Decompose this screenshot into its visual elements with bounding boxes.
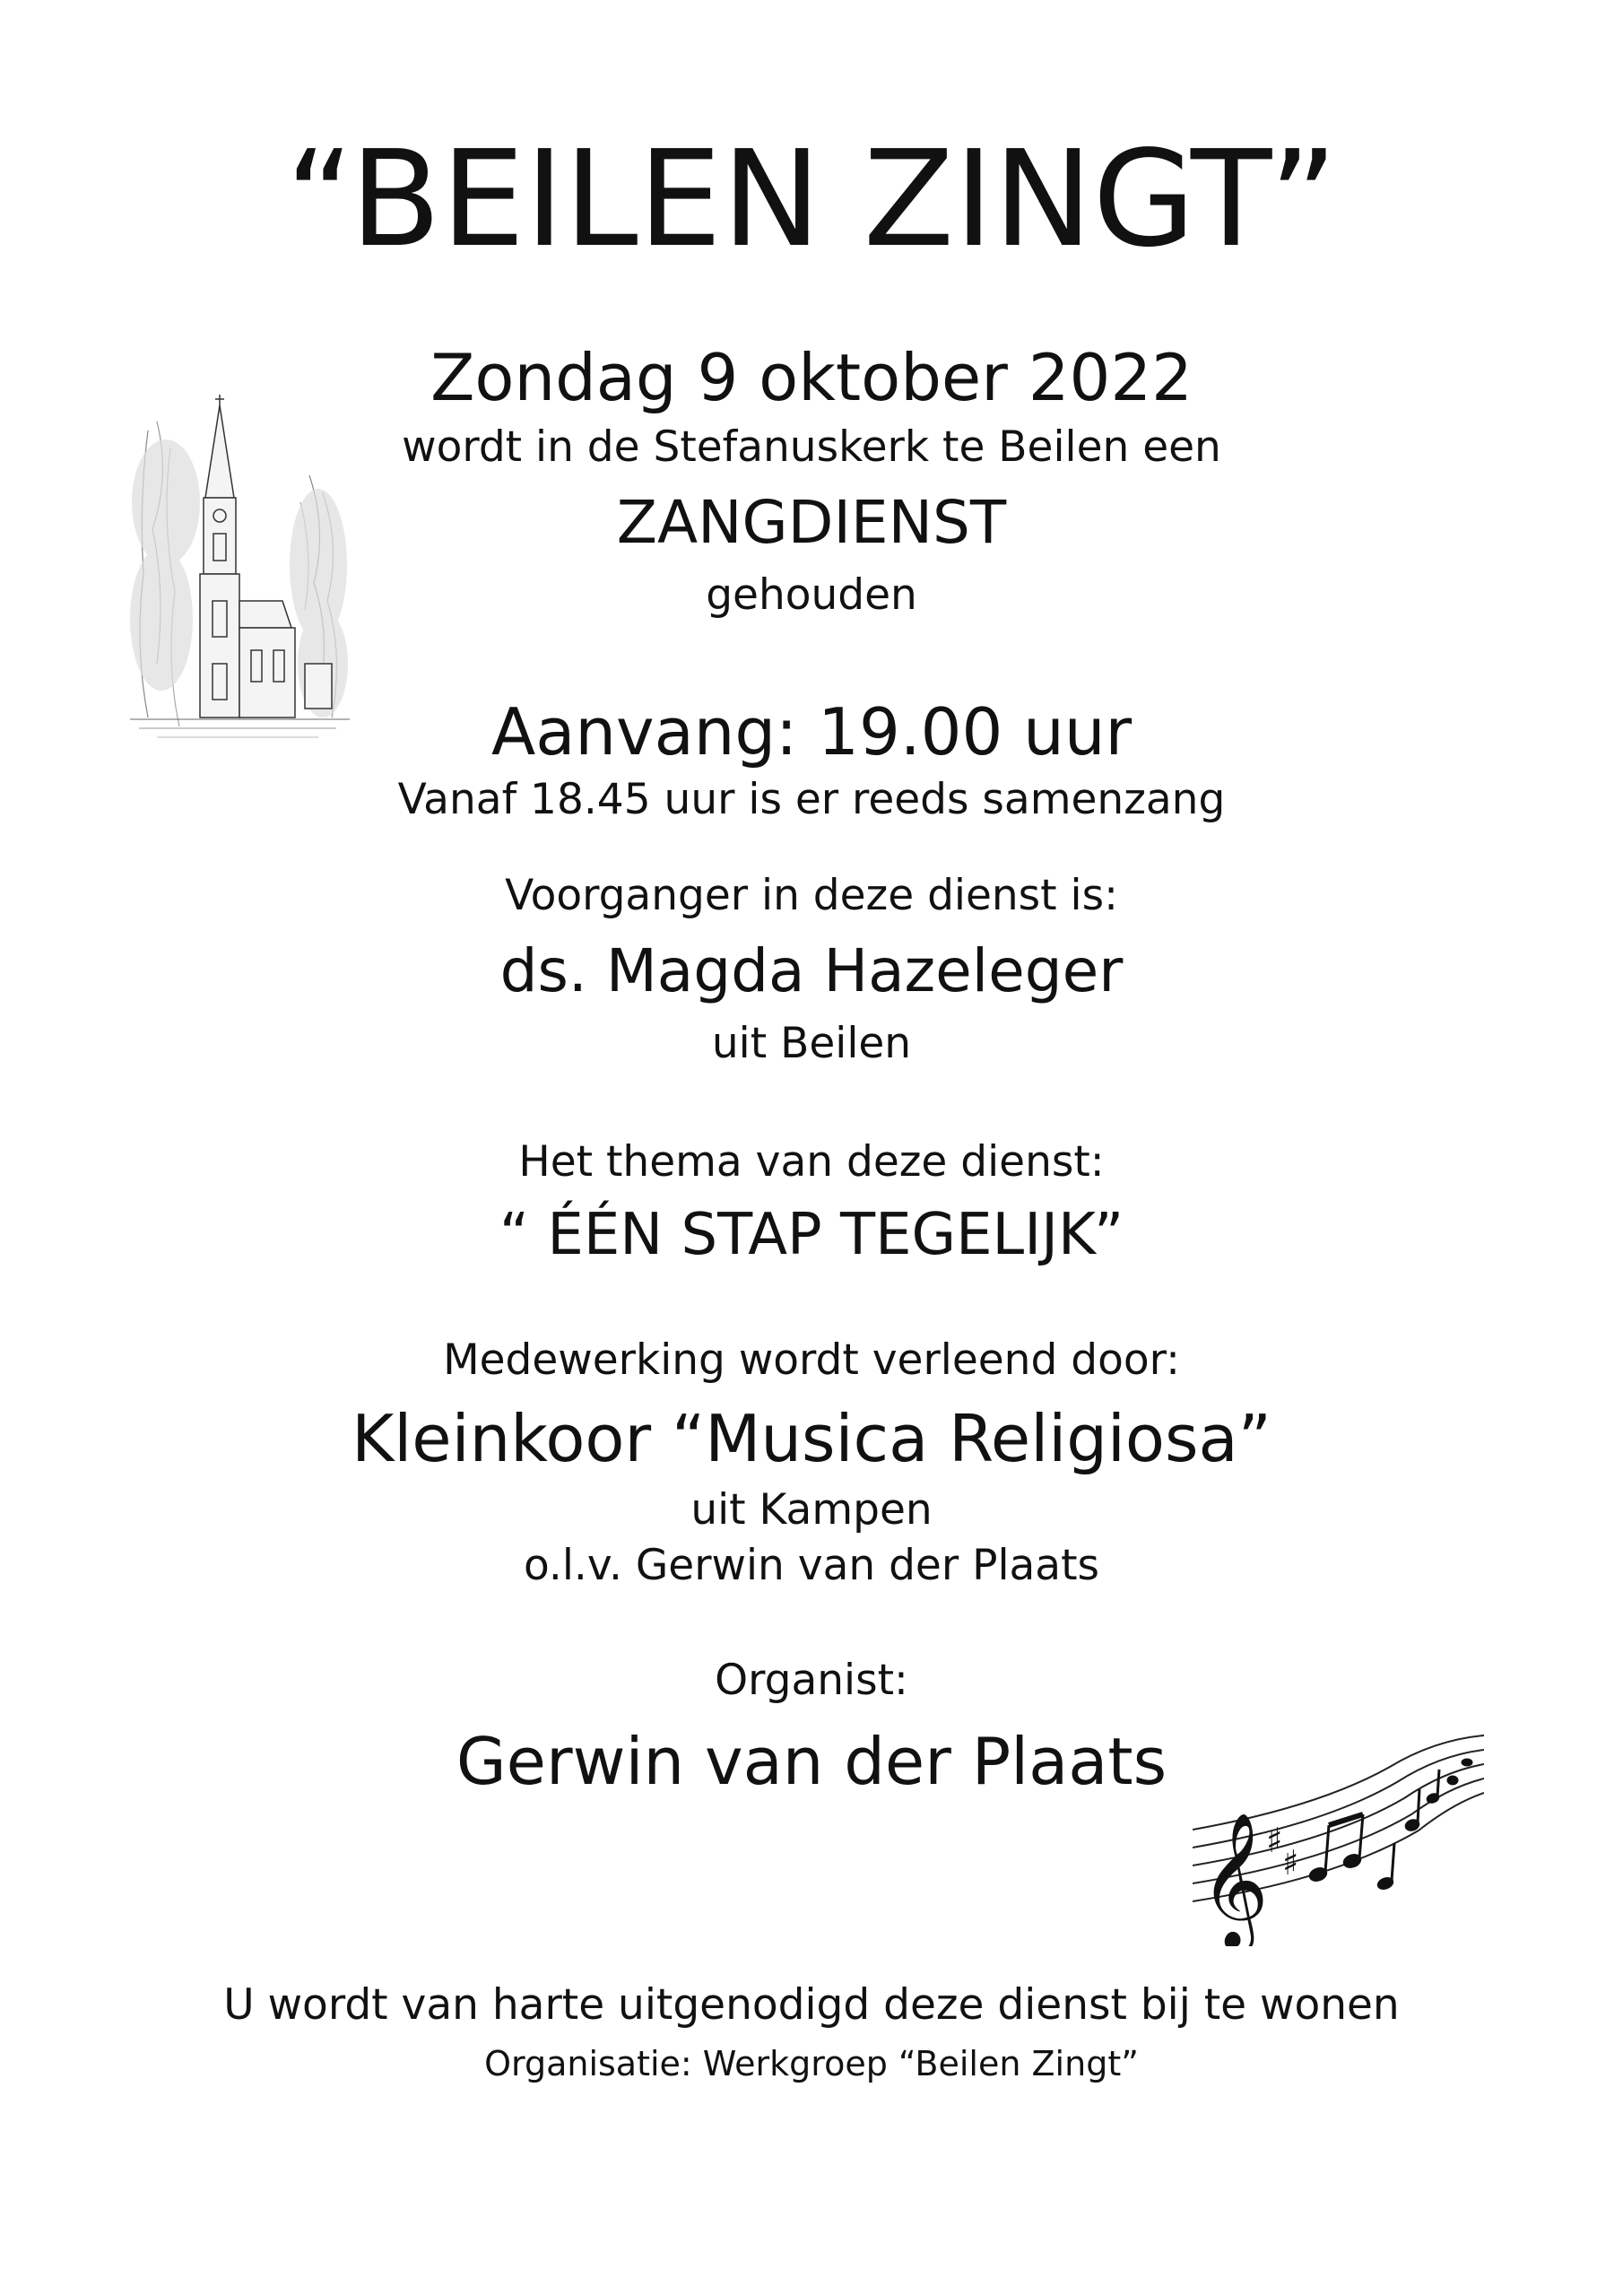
theme-text: “ ÉÉN STAP TEGELIJK” <box>499 1202 1124 1268</box>
conductor: o.l.v. Gerwin van der Plaats <box>523 1541 1100 1590</box>
svg-text:♯: ♯ <box>1282 1843 1299 1883</box>
organist-name: Gerwin van der Plaats <box>456 1724 1167 1799</box>
location-line: wordt in de Stefanuskerk te Beilen een <box>402 422 1221 472</box>
church-sketch <box>130 395 350 744</box>
leader-origin: uit Beilen <box>711 1019 912 1068</box>
choir-name: Kleinkoor “Musica Religiosa” <box>352 1401 1271 1476</box>
held-text: gehouden <box>706 570 917 620</box>
svg-text:𝄞: 𝄞 <box>1200 1811 1269 1946</box>
invitation: U wordt van harte uitgenodigd deze dienst bij te wonen <box>223 1980 1400 2030</box>
music-notes-staff-icon <box>1193 1726 1484 1946</box>
choir-origin: uit Kampen <box>690 1485 933 1535</box>
cooperation-label: Medewerking wordt verleend door: <box>443 1335 1180 1385</box>
organist-label: Organist: <box>715 1656 908 1705</box>
leader-label: Voorganger in deze dienst is: <box>505 871 1118 920</box>
organisation: Organisatie: Werkgroep “Beilen Zingt” <box>484 2044 1139 2083</box>
leader-name: ds. Magda Hazeleger <box>499 936 1124 1005</box>
service-date: Zondag 9 oktober 2022 <box>430 340 1193 415</box>
theme-label: Het thema van deze dienst: <box>518 1137 1105 1187</box>
pre-singing-note: Vanaf 18.45 uur is er reeds samenzang <box>397 775 1226 824</box>
service-type: ZANGDIENST <box>616 488 1007 557</box>
svg-text:♯: ♯ <box>1266 1821 1283 1860</box>
start-time: Aanvang: 19.00 uur <box>490 694 1133 770</box>
poster-title: “BEILEN ZINGT” <box>285 122 1338 276</box>
